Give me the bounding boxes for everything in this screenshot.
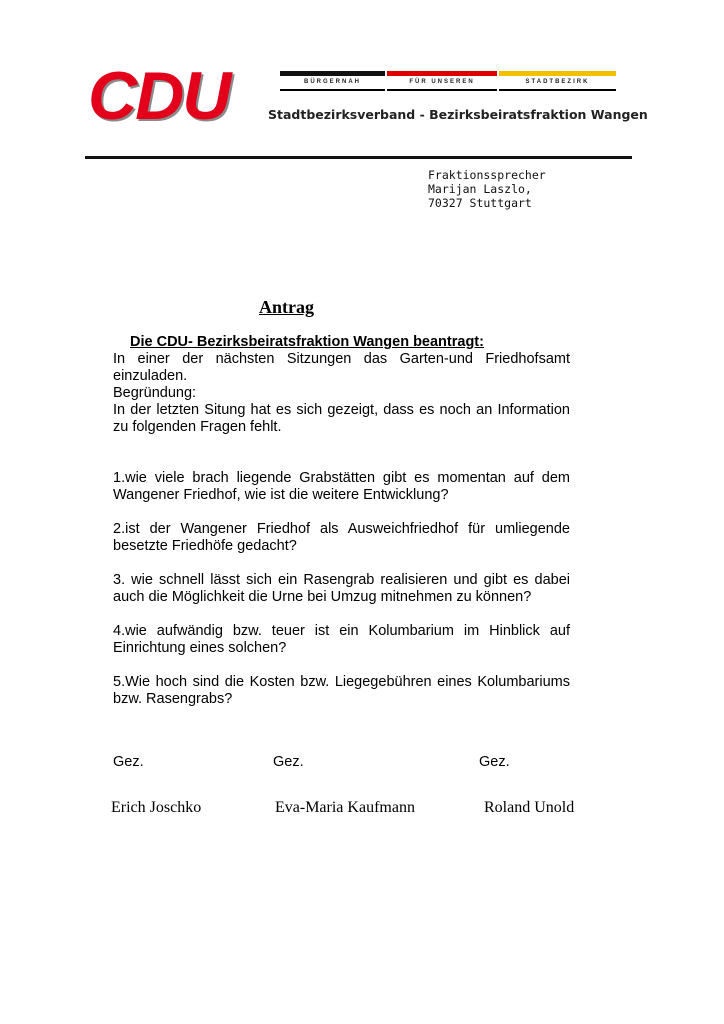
signature-name-2: Eva-Maria Kaufmann [275, 799, 415, 816]
slogan-banner [280, 71, 616, 93]
banner-segment-3 [499, 71, 616, 91]
signature-name-1: Erich Joschko [111, 799, 202, 816]
request-text: In einer der nächsten Sitzungen das Garten-und Friedhofsamt einzuladen. [113, 351, 570, 384]
question-3: 3. wie schnell lässt sich ein Rasengrab realisieren und gibt es dabei auch die Möglichkeit die Urne bei Umzug mitnehmen zu können? [113, 572, 570, 605]
banner-text-2: FÜR UNSEREN [409, 79, 475, 85]
question-1: 1.wie viele brach liegende Grabstätten gibt es momentan auf dem Wangener Friedhof, wie ist die weitere Entwicklung? [113, 470, 570, 503]
question-4: 4.wie aufwändig bzw. teuer ist ein Kolumbarium im Hinblick auf Einrichtung eines solchen? [113, 623, 570, 656]
signature-label-2: Gez. [273, 754, 304, 770]
reason-text: In der letzten Situng hat es sich gezeigt, dass es noch an Information zu folgenden Fragen fehlt. [113, 402, 570, 435]
address-name: Marijan Laszlo, [428, 182, 532, 196]
signature-name-3: Roland Unold [484, 799, 575, 816]
document-body [113, 334, 570, 708]
signature-label-1: Gez. [113, 754, 144, 770]
address-city: 70327 Stuttgart [428, 196, 532, 210]
signature-label-3: Gez. [479, 754, 510, 770]
banner-segment-2 [387, 71, 497, 91]
document-title: Antrag [259, 297, 314, 317]
banner-text-1: BÜRGERNAH [304, 79, 361, 85]
address-role: Fraktionssprecher [428, 168, 546, 182]
banner-text-3: STADTBEZIRK [525, 79, 590, 85]
header-divider [85, 156, 632, 159]
cdu-logo: CDU [88, 58, 230, 134]
question-2: 2.ist der Wangener Friedhof als Ausweichfriedhof für umliegende besetzte Friedhöfe gedacht? [113, 521, 570, 554]
banner-segment-1 [280, 71, 385, 91]
organization-name: Stadtbezirksverband - Bezirksbeiratsfraktion Wangen [268, 107, 648, 122]
sender-address [428, 168, 546, 210]
reason-label: Begründung: [113, 385, 197, 401]
subheading: Die CDU- Bezirksbeiratsfraktion Wangen beantragt: [130, 334, 484, 350]
question-5: 5.Wie hoch sind die Kosten bzw. Liegegebühren eines Kolumbariums bzw. Rasengrabs? [113, 674, 570, 707]
